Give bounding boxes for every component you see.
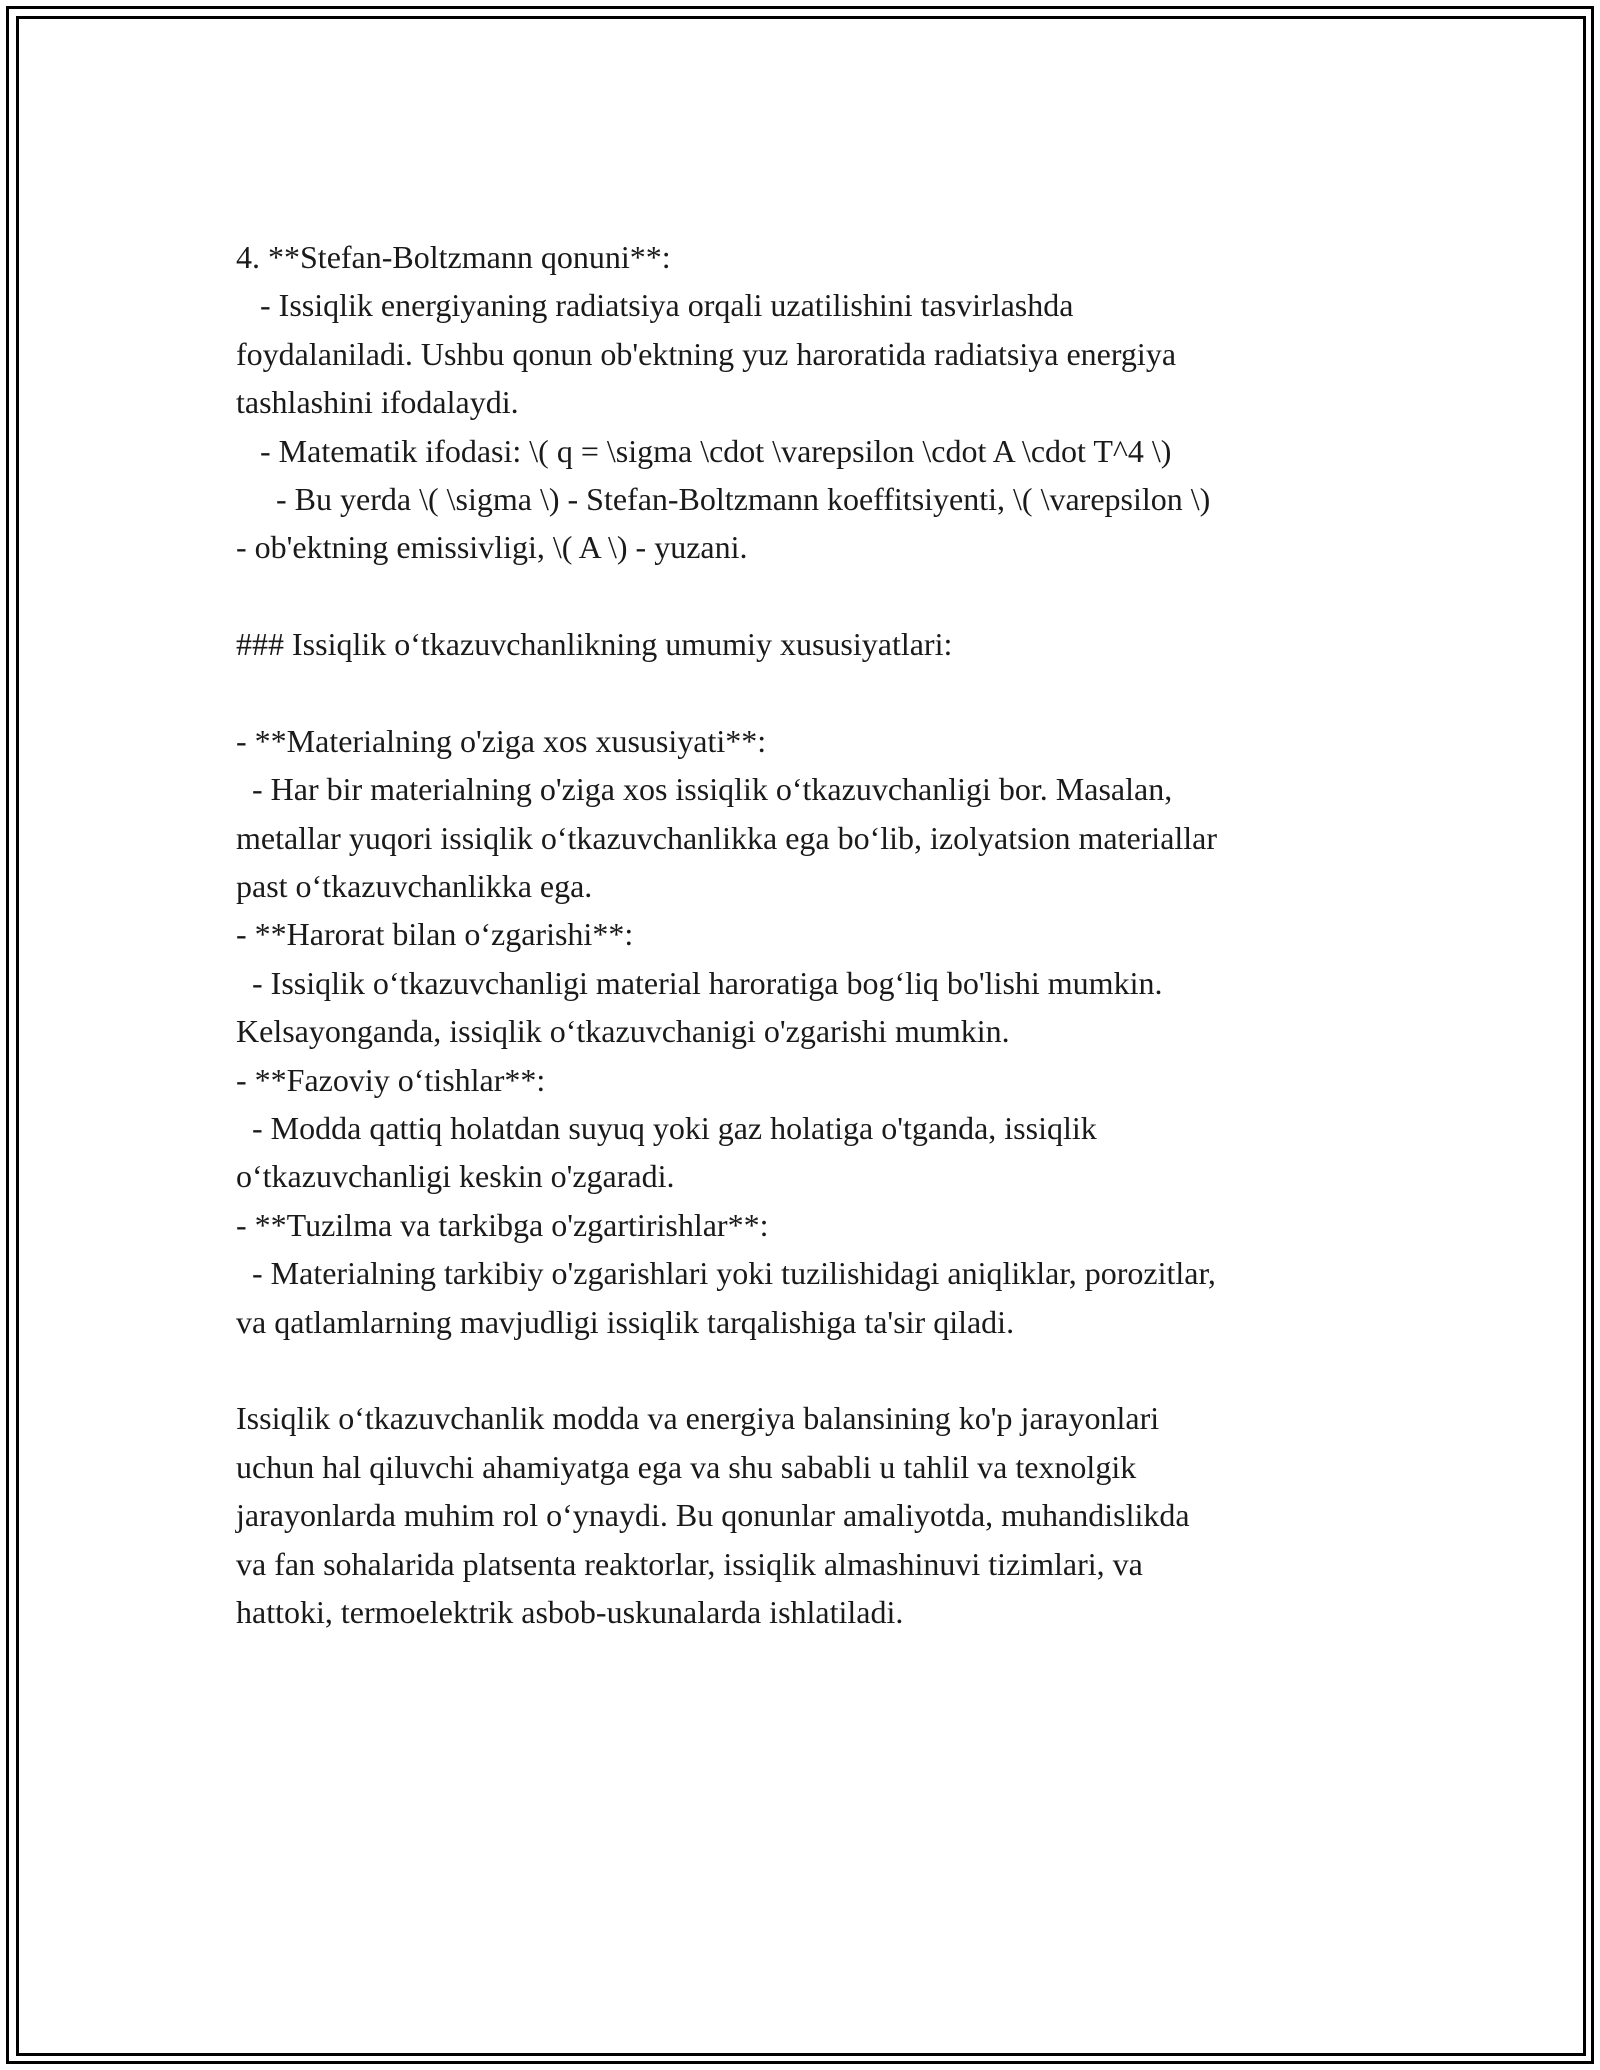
- text-line: - ob'ektning emissivligi, \( A \) - yuzani.: [236, 529, 748, 566]
- paragraph-line: uchun hal qiluvchi ahamiyatga ega va shu sababli u tahlil va texnolgik: [236, 1448, 1137, 1485]
- text-line: - Materialning tarkibiy o'zgarishlari yoki tuzilishidagi aniqliklar, porozitlar,: [236, 1255, 1216, 1292]
- formula-line: - Matematik ifodasi: \( q = \sigma \cdot \varepsilon \cdot A \cdot T^4 \): [236, 432, 1172, 469]
- text-line: - Issiqlik o‘tkazuvchanligi material haroratiga bog‘liq bo'lishi mumkin.: [236, 964, 1163, 1001]
- list-item-heading: - **Fazoviy o‘tishlar**:: [236, 1061, 546, 1098]
- document-body: [236, 233, 1416, 1636]
- blank-line: [236, 572, 1416, 620]
- text-line: tashlashini ifodalaydi.: [236, 384, 519, 421]
- text-line: va qatlamlarning mavjudligi issiqlik tarqalishiga ta'sir qiladi.: [236, 1303, 1015, 1340]
- list-item-heading: 4. **Stefan-Boltzmann qonuni**:: [236, 239, 671, 275]
- list-item-heading: - **Harorat bilan o‘zgarishi**:: [236, 916, 634, 953]
- text-line: - Issiqlik energiyaning radiatsiya orqali uzatilishini tasvirlashda: [236, 287, 1074, 324]
- list-item-heading: - **Materialning o'ziga xos xususiyati**:: [236, 722, 767, 759]
- text-line: Kelsayonganda, issiqlik o‘tkazuvchanigi o'zgarishi mumkin.: [236, 1013, 1010, 1050]
- blank-line: [236, 1346, 1416, 1394]
- paragraph-line: hattoki, termoelektrik asbob-uskunalarda ishlatiladi.: [236, 1593, 904, 1630]
- paragraph-line: Issiqlik o‘tkazuvchanlik modda va energiya balansining ko'p jarayonlari: [236, 1400, 1160, 1437]
- text-line: - Modda qattiq holatdan suyuq yoki gaz holatiga o'tganda, issiqlik: [236, 1110, 1097, 1147]
- text-line: - Har bir materialning o'ziga xos issiqlik o‘tkazuvchanligi bor. Masalan,: [236, 771, 1173, 808]
- list-item-heading: - **Tuzilma va tarkibga o'zgartirishlar**:: [236, 1206, 769, 1243]
- text-line: past o‘tkazuvchanlikka ega.: [236, 868, 593, 905]
- blank-line: [236, 669, 1416, 717]
- text-line: foydalaniladi. Ushbu qonun ob'ektning yuz haroratida radiatsiya energiya: [236, 335, 1177, 372]
- text-line: metallar yuqori issiqlik o‘tkazuvchanlikka ega bo‘lib, izolyatsion materiallar: [236, 819, 1218, 856]
- text-line: - Bu yerda \( \sigma \) - Stefan-Boltzmann koeffitsiyenti, \( \varepsilon \): [236, 480, 1211, 517]
- paragraph-line: va fan sohalarida platsenta reaktorlar, issiqlik almashinuvi tizimlari, va: [236, 1545, 1143, 1582]
- text-line: o‘tkazuvchanligi keskin o'zgaradi.: [236, 1158, 675, 1195]
- section-heading: ### Issiqlik o‘tkazuvchanlikning umumiy xususiyatlari:: [236, 626, 953, 663]
- paragraph-line: jarayonlarda muhim rol o‘ynaydi. Bu qonunlar amaliyotda, muhandislikda: [236, 1497, 1190, 1534]
